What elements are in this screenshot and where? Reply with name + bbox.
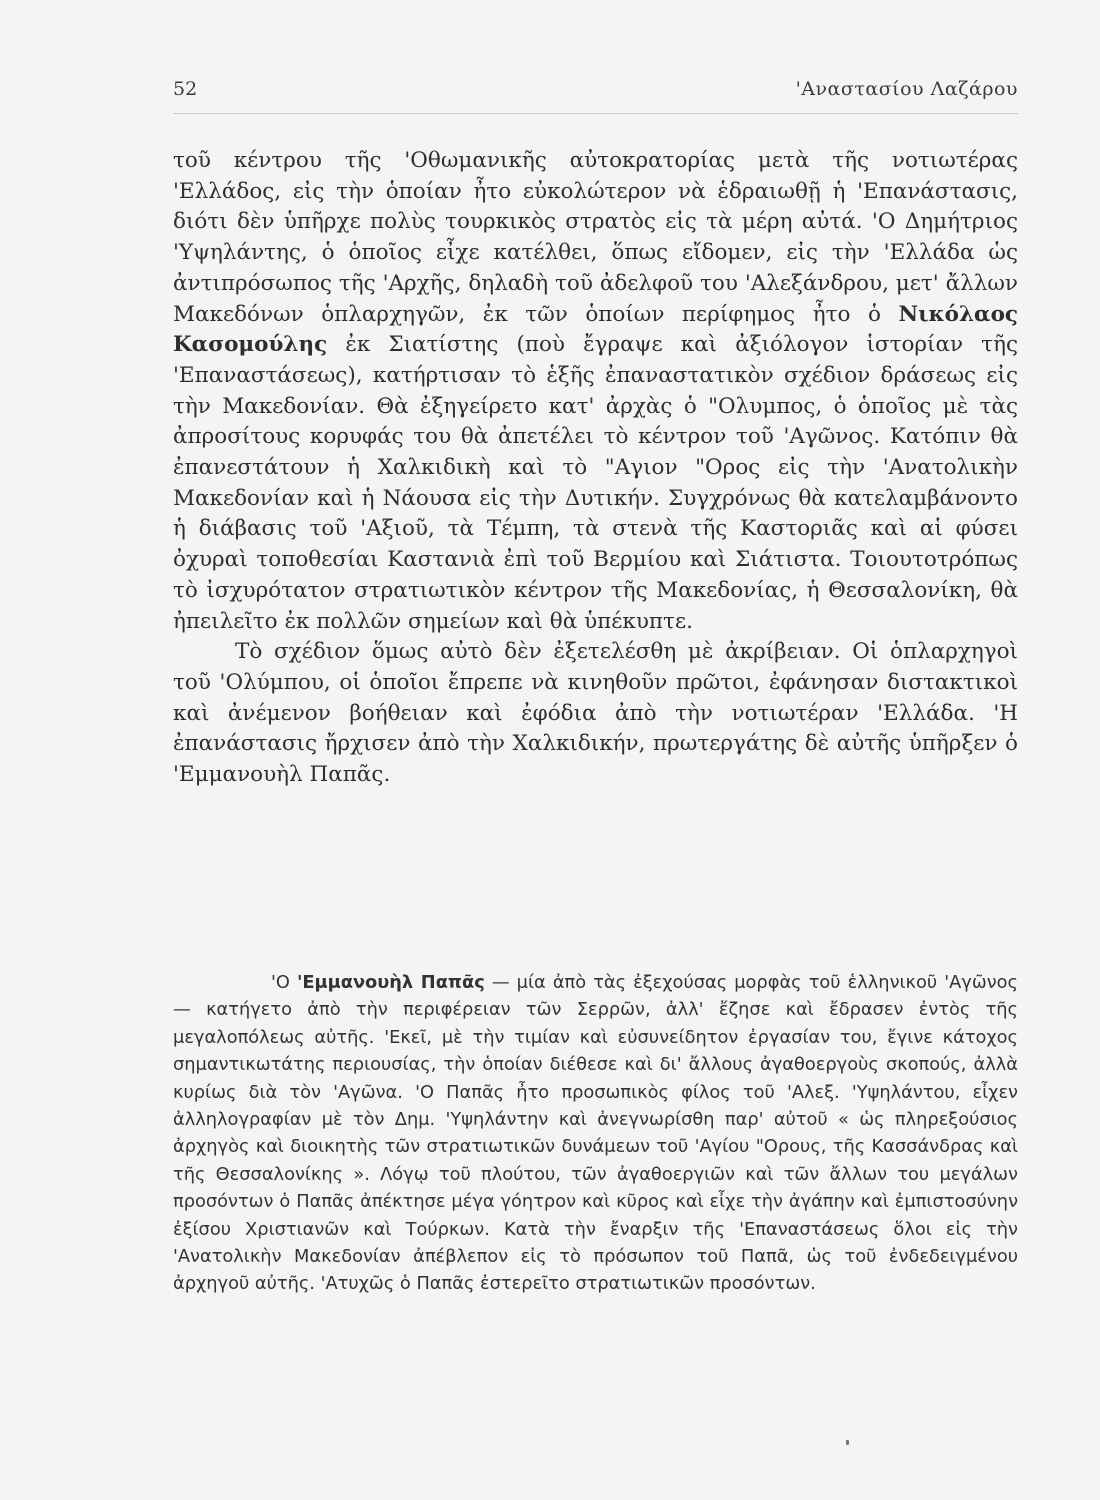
body-paragraph-2: Τὸ σχέδιον ὅμως αὐτὸ δὲν ἐξετελέσθη μὲ ἀκρίβειαν. Οἱ ὁπλαρχηγοὶ τοῦ 'Ολύμπου, οἱ ὁποῖοι ἔπρεπε νὰ κινηθοῦν πρῶτοι, ἐφάνησαν διστακτικοὶ καὶ ἀνέμενον βοήθειαν καὶ ἐφόδια ἀπὸ τὴν νοτιωτέραν 'Ελλάδα. 'Η ἐπανάστασις ἤρχισεν ἀπὸ τὴν Χαλκιδικήν, πρωτεργάτης δὲ αὐτῆς ὑπῆρξεν ὁ 'Εμμανουὴλ Παπᾶς.: [173, 639, 1018, 788]
paragraph-1-text: τοῦ κέντρου τῆς 'Οθωμανικῆς αὐτοκρατορίας μετὰ τῆς νοτιωτέρας 'Ελλάδος, εἰς τὴν ὁποίαν ἦτο εὐκολώτερον νὰ ἑδραιωθῇ ἡ 'Επανάστασις, διότι δὲν ὑπῆρχε πολὺς τουρκικὸς στρατὸς εἰς τὰ μέρη αὐτά. 'Ο Δημήτριος 'Υψηλάντης, ὁ ὁποῖος εἶχε κατέλθει, ὅπως εἴδομεν, εἰς τὴν 'Ελλάδα ὡς ἀντιπρόσωπος τῆς 'Αρχῆς, δηλαδὴ τοῦ ἀδελφοῦ του 'Αλεξάνδρου, μετ' ἄλλων Μακεδόνων ὁπλαρχηγῶν, ἐκ τῶν ὁποίων περίφημος ἦτο ὁ: [173, 148, 1018, 327]
footnote-lead: 'Ο: [271, 972, 297, 993]
header-rule: [173, 113, 1018, 114]
page-number: 52: [173, 78, 198, 100]
running-head-author: 'Αναστασίου Λαζάρου: [795, 78, 1018, 100]
footnote-text: — μία ἀπὸ τὰς ἐξεχούσας μορφὰς τοῦ ἑλληνικοῦ 'Αγῶνος — κατήγετο ἀπὸ τὴν περιφέρειαν τῶν Σερρῶν, ἀλλ' ἔζησε καὶ ἔδρασεν ἐντὸς τῆς μεγαλοπόλεως αὐτῆς. 'Εκεῖ, μὲ τὴν τιμίαν καὶ εὐσυνείδητον ἐργασίαν του, ἔγινε κάτοχος σημαντικωτάτης περιουσίας, τὴν ὁποίαν διέθεσε καὶ δι' ἄλλους ἀγαθοεργοὺς σκοπούς, ἀλλὰ κυρίως διὰ τὸν 'Αγῶνα. 'Ο Παπᾶς ἦτο προσωπικὸς φίλος τοῦ 'Αλεξ. 'Υψηλάντου, εἶχεν ἀλληλογραφίαν μὲ τὸν Δημ. 'Υψηλάντην καὶ ἀνεγνωρίσθη παρ' αὐτοῦ « ὡς πληρεξούσιος ἀρχηγὸς καὶ διοικητὴς τῶν στρατιωτικῶν δυνάμεων τοῦ 'Αγίου "Ορους, τῆς Κασσάνδρας καὶ τῆς Θεσσαλονίκης ». Λόγῳ τοῦ πλούτου, τῶν ἀγαθοεργιῶν καὶ τῶν ἄλλων του μεγάλων προσόντων ὁ Παπᾶς ἀπέκτησε μέγα γόητρον καὶ κῦρος καὶ εἶχε τὴν ἀγάπην καὶ ἐμπιστοσύνην ἐξίσου Χριστιανῶν καὶ Τούρκων. Κατὰ τὴν ἔναρξιν τῆς 'Επαναστάσεως ὅλοι εἰς τὴν 'Ανατολικὴν Μακεδονίαν ἀπέβλεπον εἰς τὸ πρόσωπον τοῦ Παπᾶ, ὡς τοῦ ἐνδεδειγμένου ἀρχηγοῦ αὐτῆς. 'Ατυχῶς ὁ Παπᾶς ἐστερεῖτο στρατιωτικῶν προσόντων.: [173, 972, 1018, 1295]
footnote-block: [173, 969, 1018, 1298]
scan-speck: [846, 1440, 849, 1445]
paragraph-1-continuation: ἐκ Σιατίστης (ποὺ ἔγραψε καὶ ἀξιόλογον ἱστορίαν τῆς 'Επαναστάσεως), κατήρτισαν τὸ ἑξῆς ἐπαναστατικὸν σχέδιον δράσεως εἰς τὴν Μακεδονίαν. Θὰ ἐξηγείρετο κατ' ἀρχὰς ὁ "Ολυμπος, ὁ ὁποῖος μὲ τὰς ἀπροσίτους κορυφάς του θὰ ἀπετέλει τὸ κέντρον τοῦ 'Αγῶνος. Κατόπιν θὰ ἐπανεστάτουν ἡ Χαλκιδικὴ καὶ τὸ "Αγιον "Ορος εἰς τὴν 'Ανατολικὴν Μακεδονίαν καὶ ἡ Νάουσα εἰς τὴν Δυτικήν. Συγχρόνως θὰ κατελαμβάνοντο ἡ διάβασις τοῦ 'Αξιοῦ, τὰ Τέμπη, τὰ στενὰ τῆς Καστοριᾶς καὶ αἱ φύσει ὀχυραὶ τοποθεσίαι Καστανιὰ ἐπὶ τοῦ Βερμίου καὶ Σιάτιστα. Τοιουτοτρόπως τὸ ἰσχυρότατον στρατιωτικὸν κέντρον τῆς Μακεδονίας, ἡ Θεσσαλονίκη, θὰ ἠπειλεῖτο ἐκ πολλῶν σημείων καὶ θὰ ὑπέκυπτε.: [173, 332, 1018, 634]
footnote-paragraph: [173, 969, 1018, 1298]
bold-name-kasomoulis: Νικόλαος Κασομούλης: [173, 301, 1018, 358]
bold-name-papas: 'Εμμανουὴλ Παπᾶς: [296, 972, 485, 993]
main-body-text: [173, 146, 1018, 791]
page-header: [173, 78, 1018, 108]
body-paragraph-1: [173, 146, 1018, 637]
